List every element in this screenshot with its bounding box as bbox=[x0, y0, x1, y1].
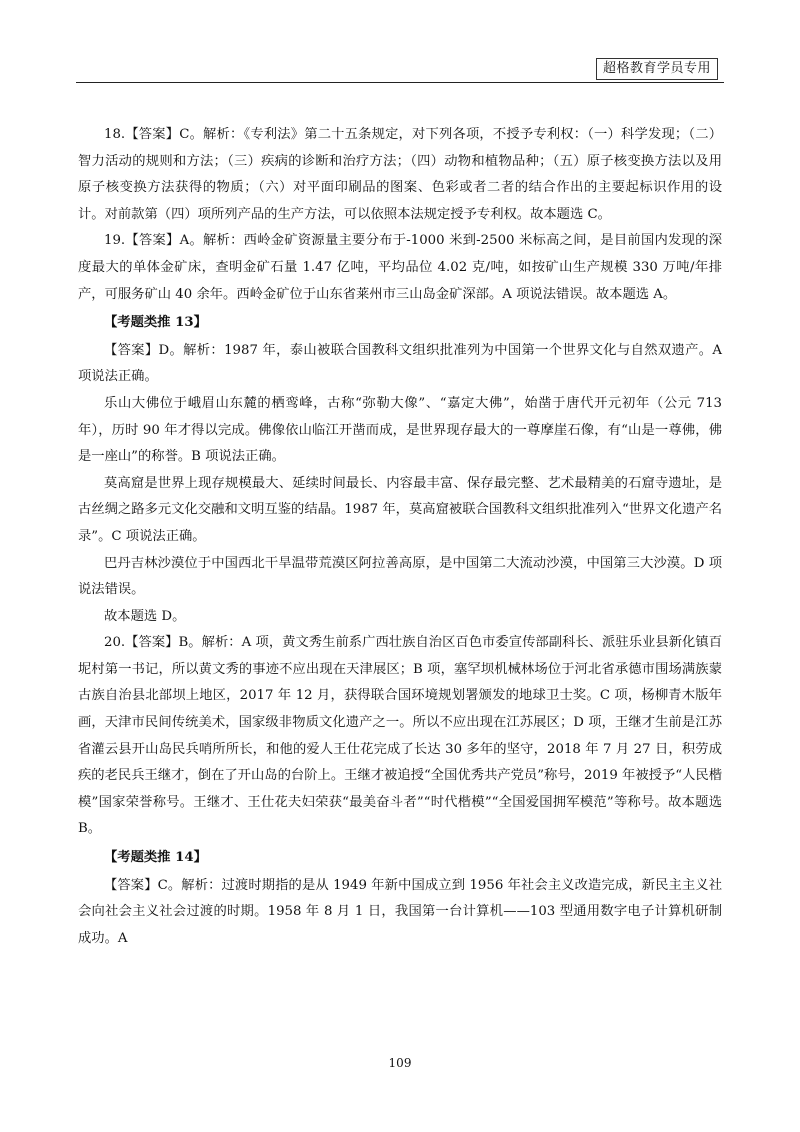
explanation-badain-jaran: 巴丹吉林沙漠位于中国西北干旱温带荒漠区阿拉善高原，是中国第二大流动沙漠，中国第三大沙漠。D 项说法错误。 bbox=[78, 555, 722, 598]
answer-13: 【答案】D。解析：1987 年，泰山被联合国教科文组织批准列为中国第一个世界文化与自然双遗产。A 项说法正确。 bbox=[78, 342, 722, 385]
main-content bbox=[78, 122, 722, 952]
page-number: 109 bbox=[388, 1056, 412, 1070]
conclusion-13: 故本题选 D。 bbox=[104, 608, 186, 624]
header-rule bbox=[76, 82, 724, 83]
section-heading-14: 【考题类推 14】 bbox=[104, 850, 207, 866]
answer-19: 19.【答案】A。解析：西岭金矿资源量主要分布于-1000 米到-2500 米标高之间，是目前国内发现的深度最大的单体金矿床，查明金矿石量 1.47 亿吨，平均品位 4.02 克/吨，如按矿山生产规模 330 万吨/年排产，可服务矿山 40 余年。西岭金矿位于山东省莱州市三山岛金矿深部。A 项说法错误。故本题选 A。 bbox=[78, 233, 722, 302]
answer-20: 20.【答案】B。解析：A 项，黄文秀生前系广西壮族自治区百色市委宣传部副科长、派驻乐业县新化镇百坭村第一书记，所以黄文秀的事迹不应出现在天津展区；B 项，塞罕坝机械林场位于河北省承德市围场满族蒙古族自治县北部坝上地区，2017 年 12 月，获得联合国环境规划署颁发的地球卫士奖。C 项，杨柳青木版年画，天津市民间传统美术，国家级非物质文化遗产之一。所以不应出现在江苏展区；D 项，王继才生前是江苏省灌云县开山岛民兵哨所所长，和他的爱人王仕花完成了长达 30 多年的坚守，2018 年 7 月 27 日，积劳成疾的老民兵王继才，倒在了开山岛的台阶上。王继才被追授“全国优秀共产党员”称号，2019 年被授予“人民楷模”国家荣誉称号。王继才、王仕花夫妇荣获“最美奋斗者”“时代楷模”“全国爱国拥军模范”等称号。故本题选 B。 bbox=[78, 635, 722, 837]
header-label: 超格教育学员专用 bbox=[596, 58, 718, 80]
answer-18: 18.【答案】C。解析：《专利法》第二十五条规定，对下列各项，不授予专利权：（一）科学发现；（二）智力活动的规则和方法；（三）疾病的诊断和治疗方法；（四）动物和植物品种；（五）原子核变换方法以及用原子核变换方法获得的物质；（六）对平面印刷品的图案、色彩或者二者的结合作出的主要起标识作用的设计。对前款第（四）项所列产品的生产方法，可以依照本法规定授予专利权。故本题选 C。 bbox=[78, 127, 722, 222]
explanation-leshan: 乐山大佛位于峨眉山东麓的栖鸾峰，古称“弥勒大像”、“嘉定大佛”，始凿于唐代开元初年（公元 713 年），历时 90 年才得以完成。佛像依山临江开凿而成，是世界现存最大的一尊摩崖石像，有“山是一尊佛，佛是一座山”的称誉。B 项说法正确。 bbox=[78, 395, 722, 465]
section-heading-13: 【考题类推 13】 bbox=[104, 315, 207, 331]
explanation-mogao: 莫高窟是世界上现存规模最大、延续时间最长、内容最丰富、保存最完整、艺术最精美的石窟寺遗址，是古丝绸之路多元文化交融和文明互鉴的结晶。1987 年，莫高窟被联合国教科文组织批准列入“世界文化遗产名录”。C 项说法正确。 bbox=[78, 475, 722, 544]
answer-14: 【答案】C。解析：过渡时期指的是从 1949 年新中国成立到 1956 年社会主义改造完成，新民主主义社会向社会主义社会过渡的时期。1958 年 8 月 1 日，我国第一台计算机——103 型通用数字电子计算机研制成功。A bbox=[78, 877, 722, 946]
